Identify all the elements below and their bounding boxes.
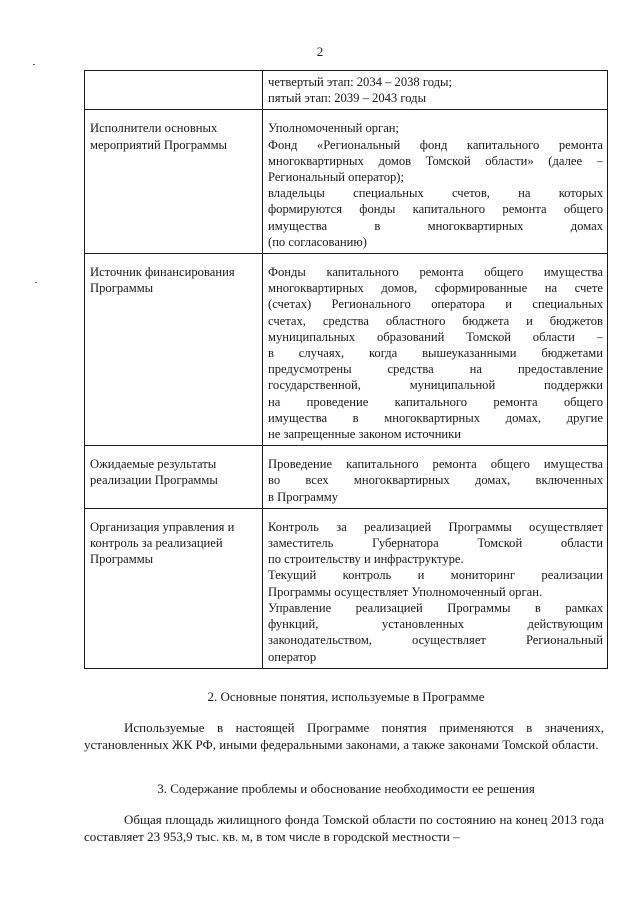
- text-line: не запрещенные законом источники: [268, 427, 462, 442]
- text-line: государственной, муниципальной поддержки: [268, 378, 603, 393]
- text-line: многоквартирных домов, сформированные на счете: [268, 281, 603, 296]
- table-row: [85, 508, 608, 668]
- text-line: Программы осуществляет Уполномоченный орган.: [268, 584, 543, 599]
- section-2-heading: 2. Основные понятия, используемые в Программе: [207, 689, 485, 704]
- text-line: функций, установленных действующим: [268, 617, 603, 632]
- section-2-text: Используемые в настоящей Программе понятия применяются в значениях, установленных ЖК РФ, иными федеральными законами, а также законами Томской области.: [84, 720, 604, 752]
- text-line: формируются фонды капитального ремонта общего: [268, 202, 603, 217]
- text-line: Контроль за реализацией Программы осуществляет: [268, 519, 603, 534]
- table-row: [85, 446, 608, 509]
- text-line: на проведение капитального ремонта общего: [268, 394, 603, 409]
- text-line: имущества в многоквартирных домах: [268, 218, 603, 233]
- section-2-paragraph: [84, 719, 604, 753]
- row-label: Источник финансирования Программы: [85, 254, 263, 446]
- text-line: счетах, средства областного бюджета и бюджетов: [268, 313, 603, 328]
- table-row: [85, 110, 608, 254]
- program-passport-table: [84, 70, 608, 669]
- row-value: [263, 446, 608, 509]
- text-line: (счетах) Регионального оператора и специальных: [268, 297, 603, 312]
- text-line: по строительству и инфраструктуре.: [268, 552, 464, 567]
- row-value: [263, 254, 608, 446]
- text-line: Региональный оператор);: [268, 170, 404, 185]
- page-number: 2: [316, 44, 324, 59]
- text-line: законодательством, осуществляет Региональный: [268, 633, 603, 648]
- scan-speck: [35, 282, 37, 283]
- row-label: [85, 71, 263, 110]
- text-line: многоквартирных домов Томской области» (далее –: [268, 153, 603, 168]
- row-label: Ожидаемые результаты реализации Программы: [85, 446, 263, 509]
- text-line: заместитель Губернатора Томской области: [268, 536, 603, 551]
- text-line: во всех многоквартирных домах, включенных: [268, 473, 603, 488]
- row-label: Организация управления и контроль за реализацией Программы: [85, 508, 263, 668]
- text-line: в случаях, когда вышеуказанными бюджетами: [268, 346, 603, 361]
- row-value: [263, 508, 608, 668]
- text-line: Управление реализацией Программы в рамках: [268, 600, 603, 615]
- text-line: имущества в многоквартирных домах, другие: [268, 410, 603, 425]
- text-line: четвертый этап: 2034 – 2038 годы;: [268, 75, 453, 89]
- text-line: Проведение капитального ремонта общего имущества: [268, 457, 603, 472]
- text-line: (по согласованию): [268, 234, 368, 249]
- text-line: муниципальных образований Томской области –: [268, 329, 603, 344]
- text-line: владельцы специальных счетов, на которых: [268, 186, 603, 201]
- text-line: пятый этап: 2039 – 2043 годы: [268, 91, 427, 106]
- text-line: Уполномоченный орган;: [268, 121, 400, 136]
- table-row: [85, 254, 608, 446]
- row-value: [263, 110, 608, 254]
- text-line: оператор: [268, 649, 317, 664]
- text-line: Фонды капитального ремонта общего имущества: [268, 265, 603, 280]
- scan-speck: [33, 64, 35, 65]
- text-line: Фонд «Региональный фонд капитального ремонта: [268, 137, 603, 152]
- section-3-heading: 3. Содержание проблемы и обоснование необходимости ее решения: [157, 781, 535, 796]
- row-value: [263, 71, 608, 110]
- table-row: [85, 71, 608, 110]
- text-line: Текущий контроль и мониторинг реализации: [268, 568, 603, 583]
- text-line: предусмотрены средства на предоставление: [268, 362, 603, 377]
- section-3-text: Общая площадь жилищного фонда Томской области по состоянию на конец 2013 года составляет 23 953,9 тыс. кв. м, в том числе в городской местности –: [84, 812, 604, 844]
- section-3-paragraph: [84, 811, 604, 845]
- row-label: Исполнители основных мероприятий Программы: [85, 110, 263, 254]
- text-line: в Программу: [268, 489, 339, 504]
